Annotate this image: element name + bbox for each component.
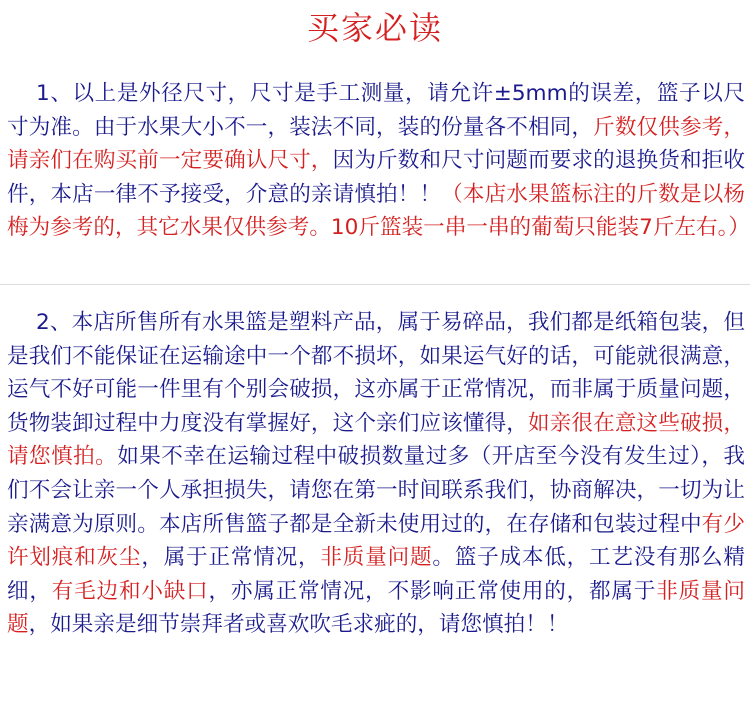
text-segment: 如果不幸在运输过程中破损数量过多（开店至今没有发生过），我们不会让亲一个人承担损失，请您在第一时间联系我们，协商解决，一切为让亲满意为原则。本店所售篮子都是全新未使用过的，在存储和包装过程中 [7,444,745,537]
text-segment: 因为斤数和尺寸问题而要求的退换货和拒收件，本店一律不予接受，介意的亲请慎拍！！ [7,148,745,207]
text-segment-highlight: 非质量问题 [320,545,433,571]
text-segment: ，属于正常情况， [141,545,321,571]
notice-paragraph-size [7,77,750,245]
text-segment: 1、以上是外径尺寸，尺寸是手工测量，请允许±5mm的误差，篮子以尺寸为准。由于水果大小不一，装法不同，装的份量各不相同， [7,81,745,140]
text-segment: ，如果亲是细节崇拜者或喜欢吹毛求疵的，请您慎拍！！ [28,612,569,638]
text-segment-highlight: （本店水果篮标注的斤数是以杨梅为参考的，其它水果仅供参考。10斤篮装一串一串的葡萄只能装7斤左右。） [7,181,750,241]
paragraph-divider [0,284,750,285]
text-segment: 2、本店所售所有水果篮是塑料产品，属于易碎品，我们都是纸箱包装，但是我们不能保证在运输途中一个都不损坏，如果运气好的话，可能就很满意，运气不好可能一件里有个别会破损，这亦属于正常情况，而非属于质量问题，货物装卸过程中力度没有掌握好，这个亲们应该懂得， [7,310,745,436]
notice-paragraph-damage [7,306,745,642]
text-segment-highlight: 有少许划痕和灰尘 [7,511,745,571]
page-title: 买家必读 [306,9,443,47]
text-segment-highlight: 有毛边和小缺口 [51,578,209,604]
text-segment-highlight: 如亲很在意这些破损，请您慎拍。 [7,410,745,470]
text-segment: ，亦属正常情况，不影响正常使用的，都属于 [208,578,657,604]
text-segment: 。篮子成本低，工艺没有那么精细， [7,545,745,604]
text-segment-highlight: 斤数仅供参考，请亲们在购买前一定要确认尺寸， [7,114,745,174]
text-segment-highlight: 非质量问题 [7,578,745,638]
